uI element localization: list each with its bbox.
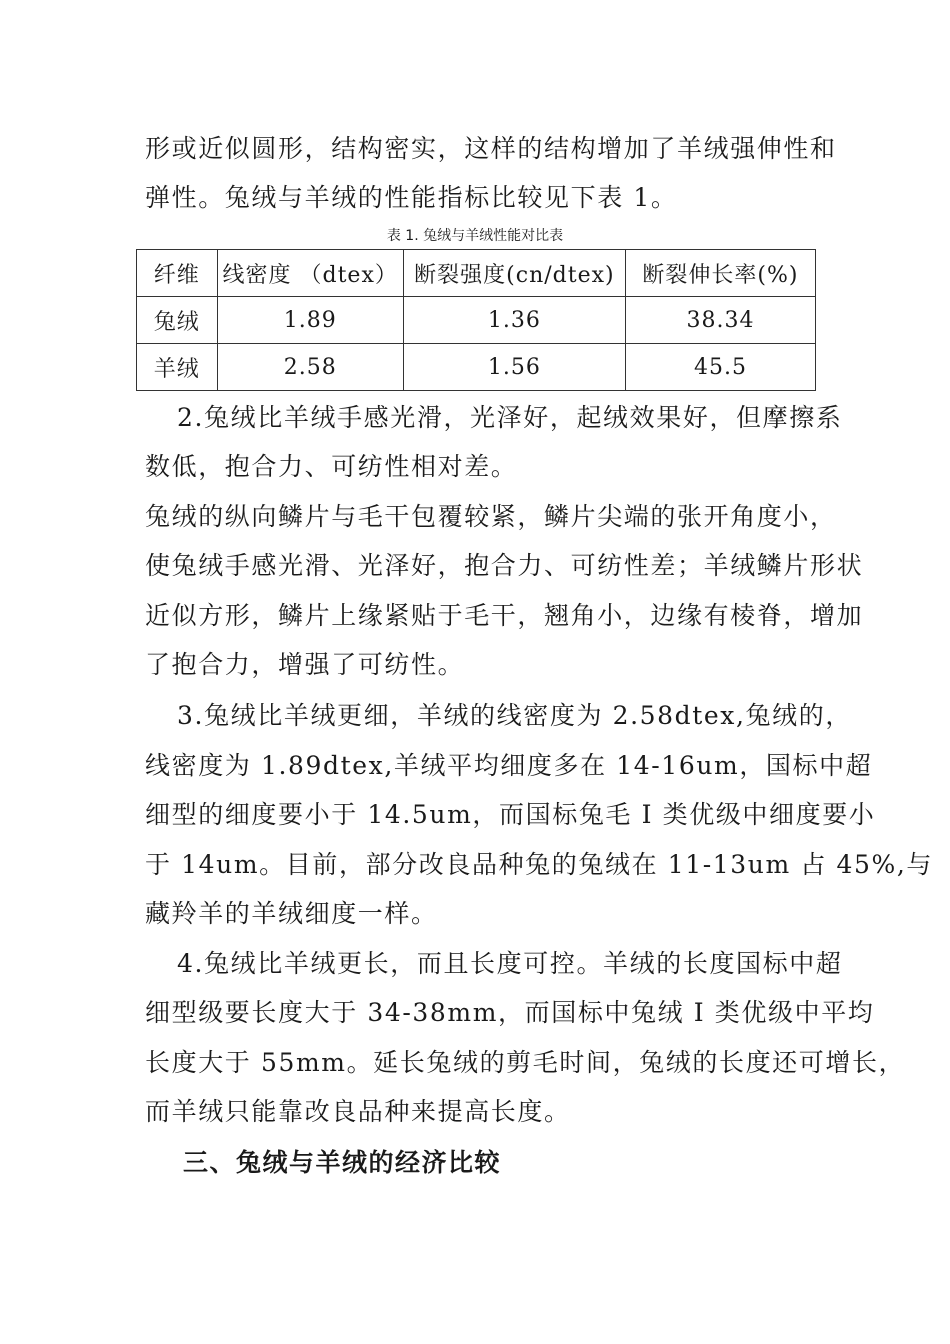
text-line: 数低，抱合力、可纺性相对差。 (145, 452, 518, 481)
text-line: 2.兔绒比羊绒手感光滑，光泽好，起绒效果好，但摩擦系 (177, 403, 843, 432)
table-row (137, 297, 816, 344)
table-header-row (137, 250, 816, 297)
text-line: 细型的细度要小于 14.5um，而国标兔毛 I 类优级中细度要小 (145, 800, 876, 829)
table-cell: 38.34 (625, 297, 815, 344)
text-line: 线密度为 1.89dtex,羊绒平均细度多在 14-16um，国标中超 (145, 751, 873, 780)
section-heading: 三、兔绒与羊绒的经济比较 (183, 1148, 502, 1177)
table-cell: 1.89 (217, 297, 403, 344)
table-cell: 1.56 (403, 344, 625, 391)
table-header-cell: 断裂伸长率(%) (625, 250, 815, 297)
text-line: 4.兔绒比羊绒更长，而且长度可控。羊绒的长度国标中超 (177, 949, 843, 978)
table-header-cell: 线密度 （dtex） (217, 250, 403, 297)
text-line: 形或近似圆形，结构密实，这样的结构增加了羊绒强伸性和 (145, 134, 837, 163)
text-line: 长度大于 55mm。延长兔绒的剪毛时间，兔绒的长度还可增长， (145, 1048, 906, 1077)
text-line: 而羊绒只能靠改良品种来提高长度。 (145, 1097, 571, 1126)
text-line: 使兔绒手感光滑、光泽好，抱合力、可纺性差；羊绒鳞片形状 (145, 551, 864, 580)
text-line: 兔绒的纵向鳞片与毛干包覆较紧，鳞片尖端的张开角度小， (145, 502, 837, 531)
text-line: 了抱合力，增强了可纺性。 (145, 650, 465, 679)
table-cell: 羊绒 (137, 344, 218, 391)
table-cell: 45.5 (625, 344, 815, 391)
text-line: 3.兔绒比羊绒更细，羊绒的线密度为 2.58dtex,兔绒的， (177, 701, 852, 730)
table-row (137, 344, 816, 391)
table-caption: 表 1. 兔绒与羊绒性能对比表 (386, 228, 564, 244)
table-header-cell: 断裂强度(cn/dtex) (403, 250, 625, 297)
table-cell: 2.58 (217, 344, 403, 391)
text-line: 藏羚羊的羊绒细度一样。 (145, 899, 438, 928)
fiber-properties-table (136, 249, 816, 391)
text-line: 近似方形，鳞片上缘紧贴于毛干，翘角小，边缘有棱脊，增加 (145, 601, 864, 630)
text-line: 于 14um。目前，部分改良品种兔的兔绒在 11-13um 占 45%,与 (145, 850, 933, 879)
table-cell: 1.36 (403, 297, 625, 344)
text-line: 细型级要长度大于 34-38mm，而国标中兔绒 I 类优级中平均 (145, 998, 875, 1027)
table-cell: 兔绒 (137, 297, 218, 344)
table-header-cell: 纤维 (137, 250, 218, 297)
text-line: 弹性。兔绒与羊绒的性能指标比较见下表 1。 (145, 183, 678, 212)
